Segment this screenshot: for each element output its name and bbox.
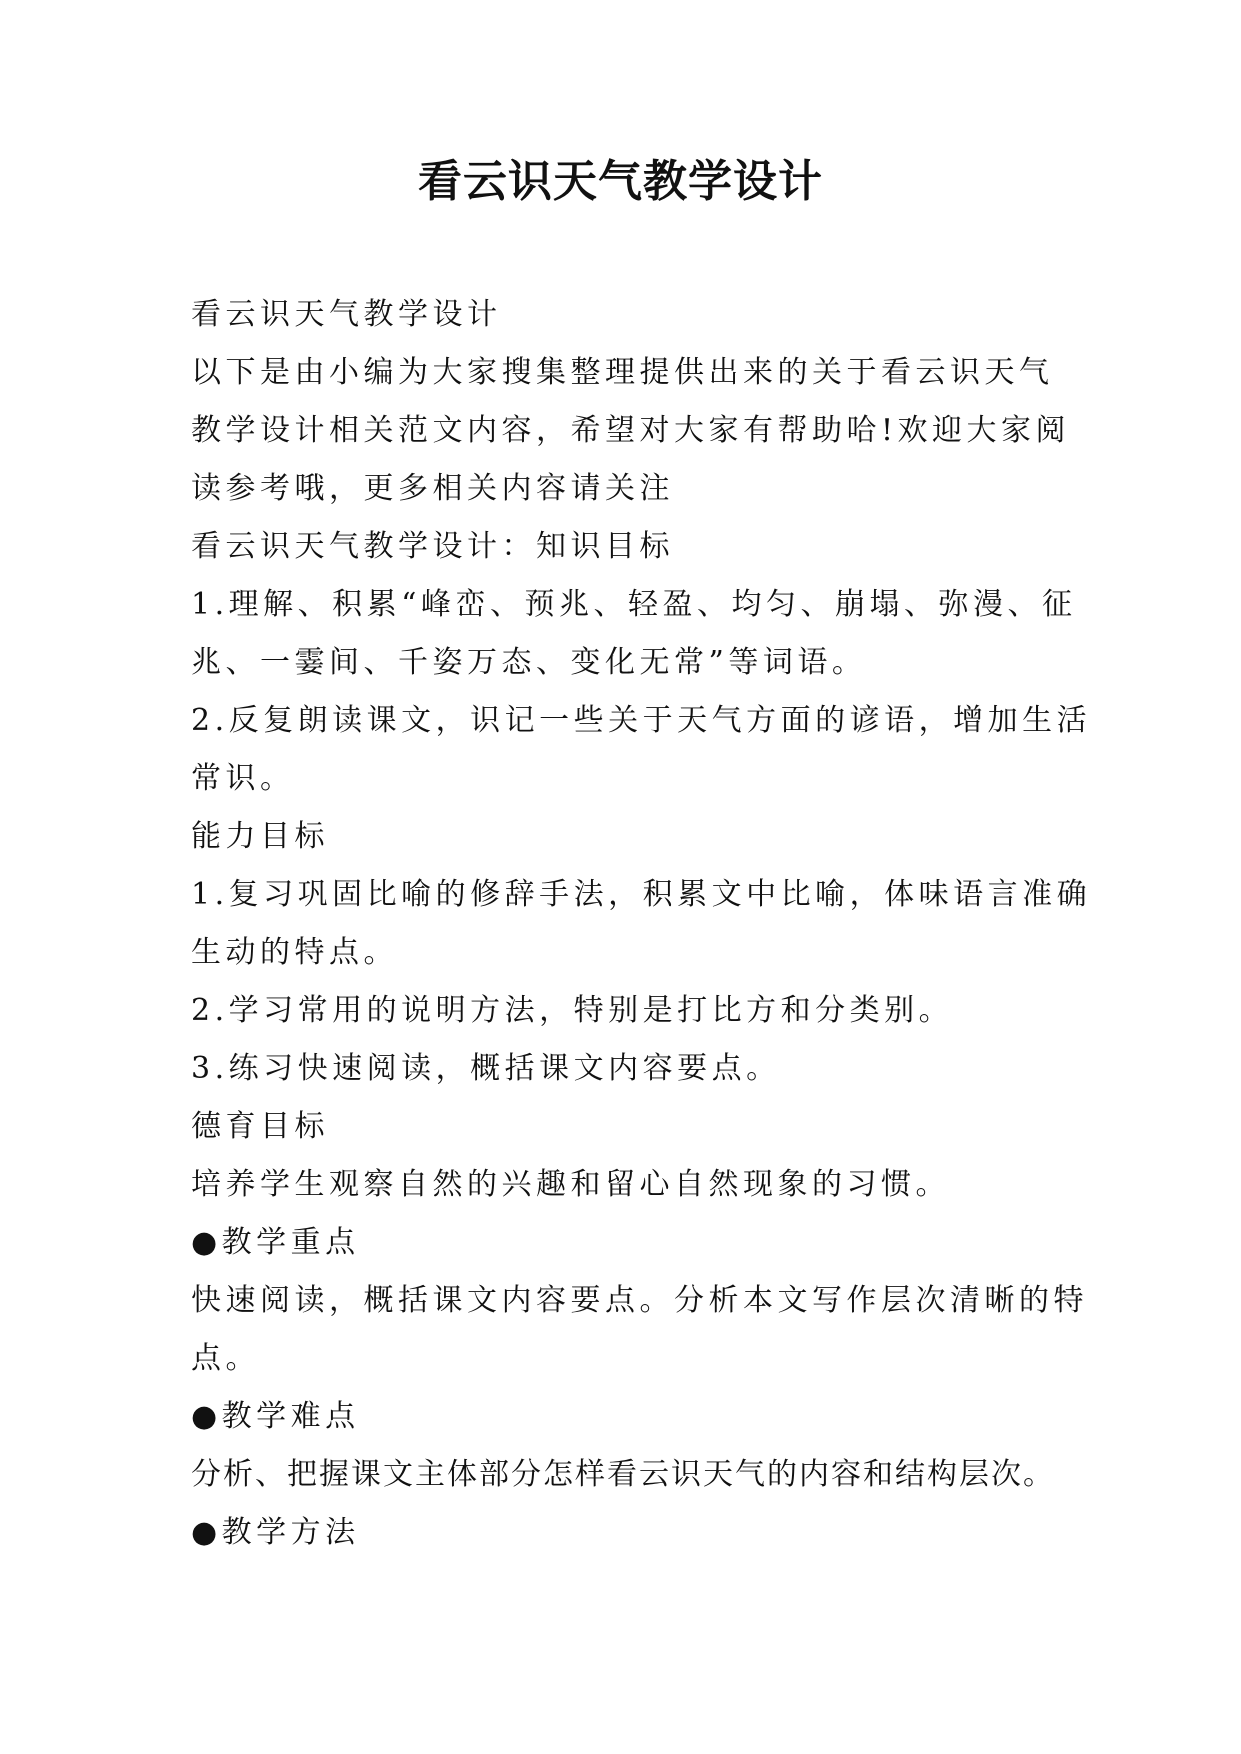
text-line: 3.练习快速阅读，概括课文内容要点。 <box>191 1051 781 1086</box>
section-heading: 能力目标 <box>191 819 329 854</box>
text-line: 2.学习常用的说明方法，特别是打比方和分类别。 <box>191 993 954 1028</box>
bullet-heading: ●教学方法 <box>191 1515 360 1550</box>
document-body <box>191 286 1092 1562</box>
bullet-heading: ●教学难点 <box>191 1399 360 1434</box>
text-line: 点。 <box>191 1341 260 1376</box>
text-line: 快速阅读，概括课文内容要点。分析本文写作层次清晰的特 <box>191 1283 1088 1318</box>
text-line: 培养学生观察自然的兴趣和留心自然现象的习惯。 <box>191 1167 950 1202</box>
text-line: 教学设计相关范文内容，希望对大家有帮助哈!欢迎大家阅 <box>191 413 1071 448</box>
text-line: 1.复习巩固比喻的修辞手法，积累文中比喻，体味语言准确 <box>191 877 1092 912</box>
document-title: 看云识天气教学设计 <box>418 156 823 207</box>
text-line: 生动的特点。 <box>191 935 398 970</box>
text-line: 看云识天气教学设计：知识目标 <box>191 529 674 564</box>
text-line: 分析、把握课文主体部分怎样看云识天气的内容和结构层次。 <box>191 1457 1055 1492</box>
text-line: 读参考哦，更多相关内容请关注 <box>191 471 674 506</box>
text-line: 以下是由小编为大家搜集整理提供出来的关于看云识天气 <box>191 355 1054 390</box>
text-line: 看云识天气教学设计 <box>191 297 502 332</box>
bullet-heading: ●教学重点 <box>191 1225 360 1260</box>
text-line: 1.理解、积累“峰峦、预兆、轻盈、均匀、崩塌、弥漫、征 <box>191 587 1077 622</box>
text-line: 2.反复朗读课文，识记一些关于天气方面的谚语，增加生活 <box>191 703 1092 738</box>
section-heading: 德育目标 <box>191 1109 329 1144</box>
text-line: 兆、一霎间、千姿万态、变化无常”等词语。 <box>191 645 867 680</box>
text-line: 常识。 <box>191 761 295 796</box>
